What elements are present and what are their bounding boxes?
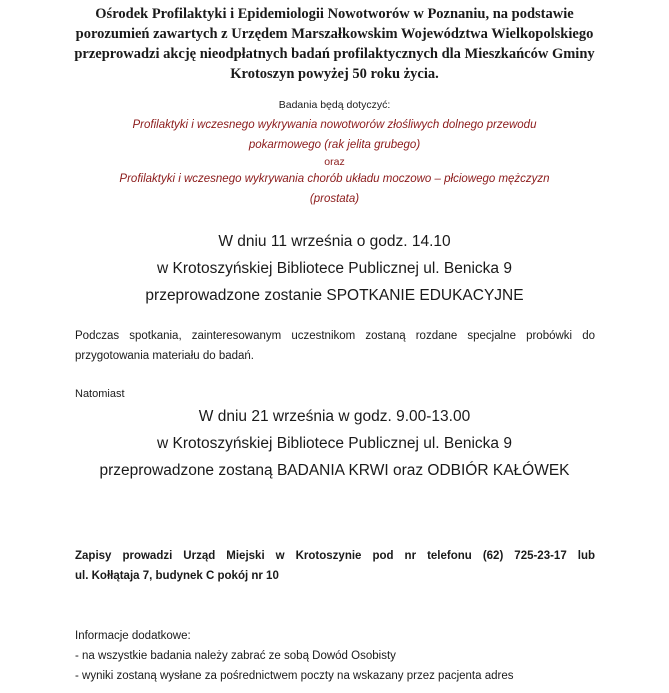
- event-action: przeprowadzone zostaną BADANIA KRWI oraz ODBIÓR KAŁÓWEK: [99, 462, 570, 479]
- meeting-note: [75, 326, 595, 366]
- meeting-note-line: Podczas spotkania, zainteresowanym uczestnikom zostaną rozdane specjalne probówki do: [75, 330, 595, 342]
- event-date: W dniu 21 września w godz. 9.00-13.00: [198, 408, 471, 425]
- event-place: w Krotoszyńskiej Bibliotece Publicznej ul. Benicka 9: [157, 260, 512, 277]
- topic-1-line-1: Profilaktyki i wczesnego wykrywania nowotworów złośliwych dolnego przewodu: [132, 119, 537, 131]
- topics-label: Badania będą dotyczyć:: [278, 99, 391, 111]
- natomiast-label: Natomiast: [75, 388, 125, 400]
- signup-line: Zapisy prowadzi Urząd Miejski w Krotoszynie pod nr telefonu (62) 725-23-17 lub: [75, 550, 595, 562]
- topic-2-line-2: (prostata): [309, 193, 360, 205]
- signup-line: ul. Kołłątaja 7, budynek C pokój nr 10: [75, 570, 279, 582]
- additional-info-item: - na wszystkie badania należy zabrać ze sobą Dowód Osobisty: [75, 650, 396, 662]
- topic-connector: oraz: [324, 156, 345, 168]
- event-place: w Krotoszyńskiej Bibliotece Publicznej ul. Benicka 9: [157, 435, 512, 452]
- additional-info-item: - wyniki zostaną wysłane za pośrednictwem poczty na wskazany przez pacjenta adres: [75, 670, 514, 682]
- topics-list: [0, 115, 669, 209]
- education-meeting-block: [0, 228, 669, 309]
- event-date: W dniu 11 września o godz. 14.10: [218, 233, 451, 250]
- event-action: przeprowadzone zostanie SPOTKANIE EDUKACYJNE: [145, 287, 524, 304]
- intro-line: Ośrodek Profilaktyki i Epidemiologii Nowotworów w Poznaniu, na podstawie: [95, 6, 574, 22]
- intro-paragraph: [60, 4, 609, 84]
- topic-1-line-2: pokarmowego (rak jelita grubego): [248, 139, 421, 151]
- meeting-note-line: przygotowania materiału do badań.: [75, 350, 255, 362]
- blood-test-block: [0, 403, 669, 484]
- additional-info-heading: Informacje dodatkowe:: [75, 630, 191, 642]
- intro-line: porozumień zawartych z Urzędem Marszałkowskim Województwa Wielkopolskiego: [75, 26, 594, 42]
- intro-line: Krotoszyn powyżej 50 roku życia.: [230, 66, 439, 82]
- signup-info: [75, 546, 595, 586]
- additional-info: [75, 626, 595, 686]
- intro-line: przeprowadzi akcję nieodpłatnych badań profilaktycznych dla Mieszkańców Gminy: [74, 46, 595, 62]
- topic-2-line-1: Profilaktyki i wczesnego wykrywania chorób układu moczowo – płciowego mężczyzn: [119, 173, 550, 185]
